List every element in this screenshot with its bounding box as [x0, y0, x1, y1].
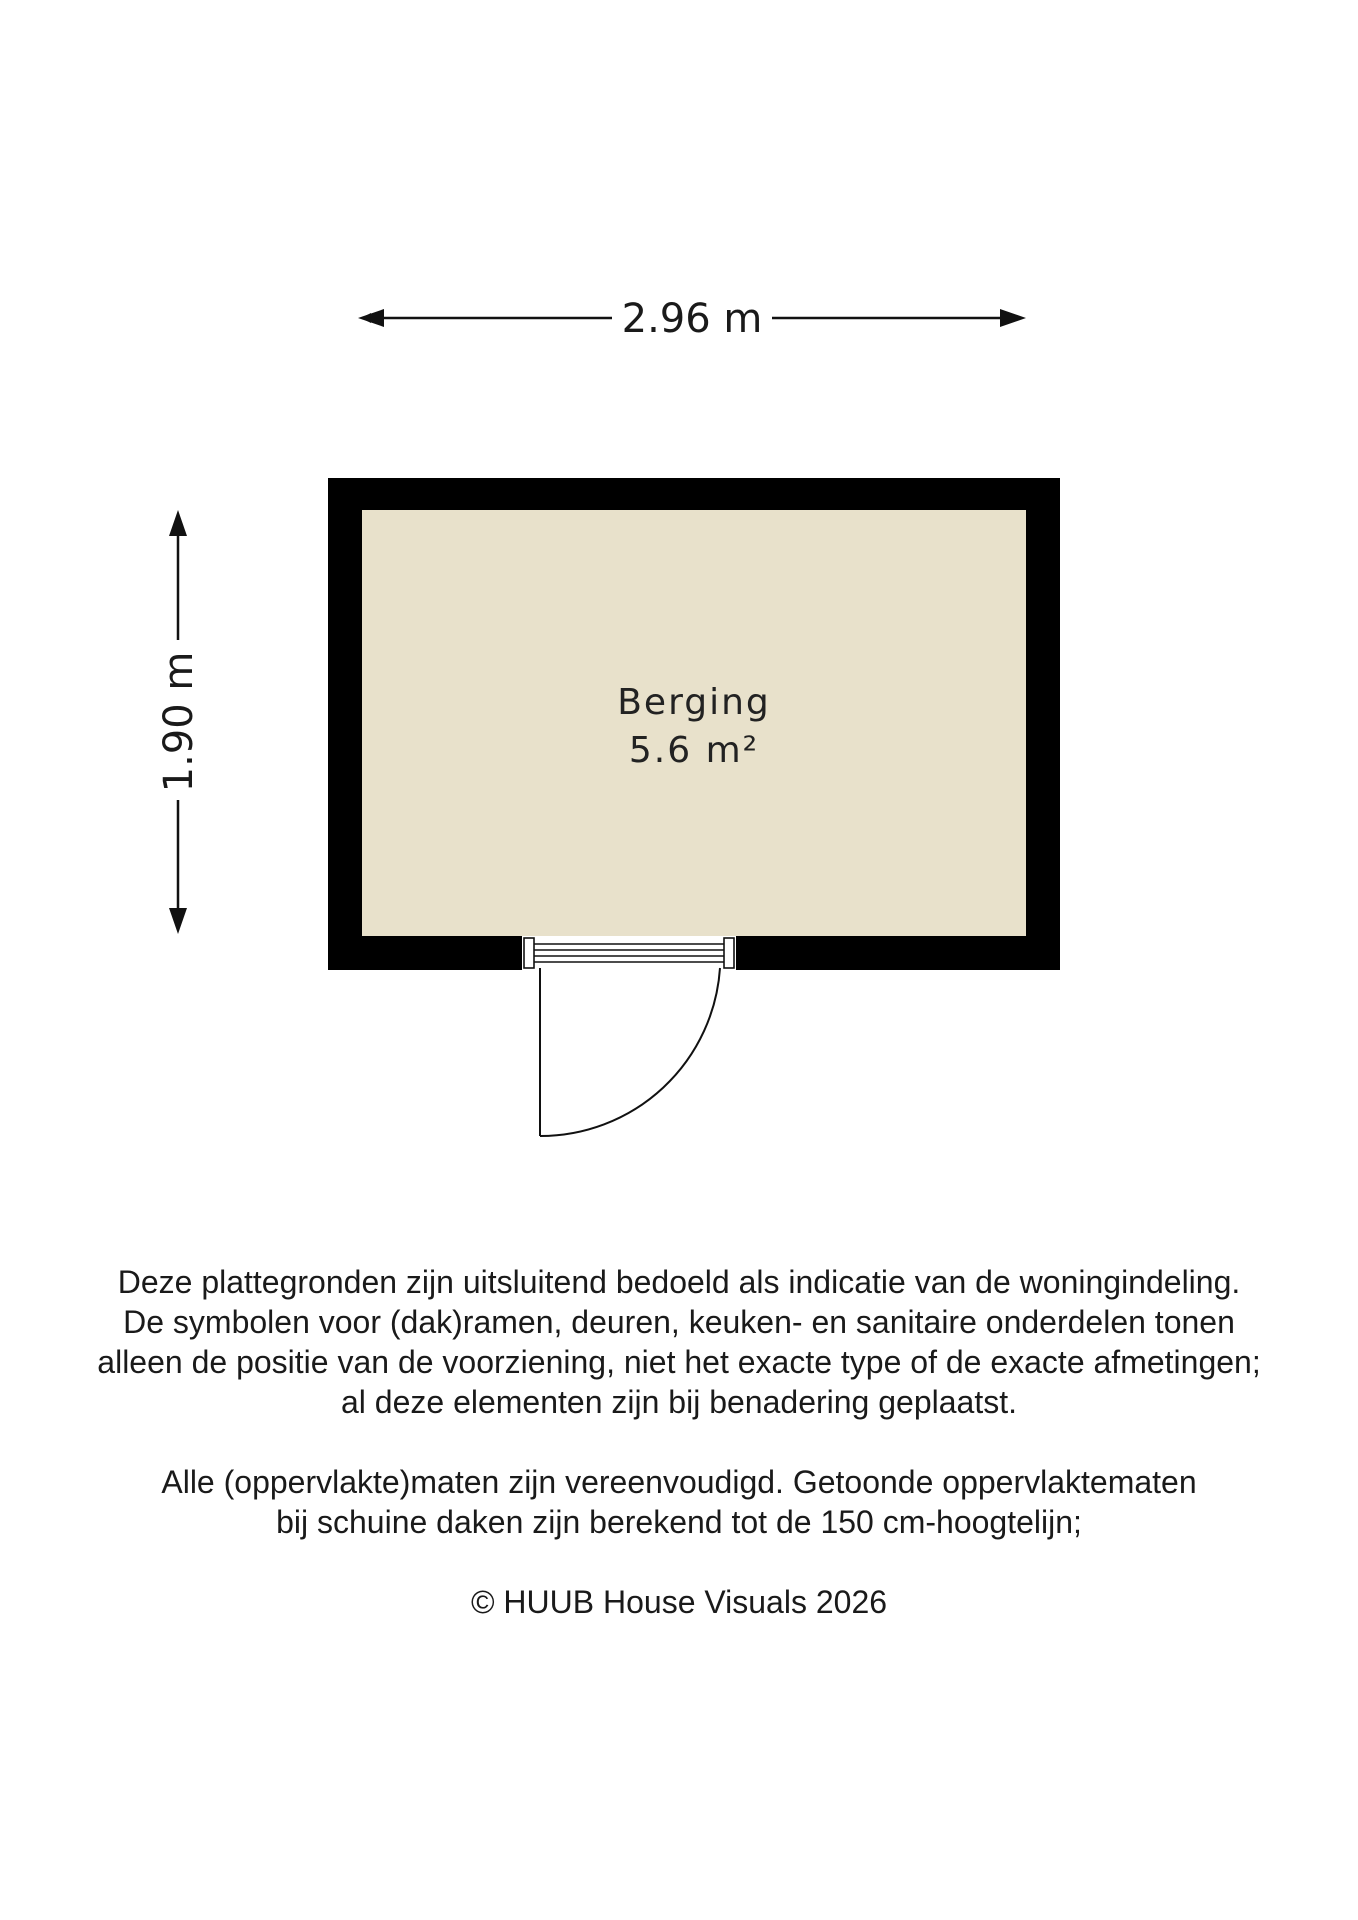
height-dimension-label: 1.90 m: [156, 651, 202, 793]
disclaimer-line: De symbolen voor (dak)ramen, deuren, keuken- en sanitaire onderdelen tonen: [123, 1304, 1235, 1340]
room-area: 5.6 m²: [628, 730, 760, 771]
width-dimension: [358, 296, 1026, 342]
disclaimer-line: Deze plattegronden zijn uitsluitend bedoeld als indicatie van de woningindeling.: [117, 1264, 1241, 1300]
door-swing-arc: [540, 968, 720, 1136]
disclaimer-line: al deze elementen zijn bij benadering geplaatst.: [340, 1384, 1017, 1420]
paragraph-gap: [0, 1422, 1358, 1462]
disclaimer-line: Alle (oppervlakte)maten zijn vereenvoudigd. Getoonde oppervlaktematen: [161, 1464, 1197, 1500]
room-floor: [362, 510, 1026, 936]
disclaimer: [0, 1262, 1358, 1622]
paragraph-gap: [0, 1542, 1358, 1582]
door-opening: [522, 936, 736, 970]
disclaimer-line: bij schuine daken zijn berekend tot de 150 cm-hoogtelijn;: [276, 1504, 1082, 1540]
arrow-left-icon: [358, 309, 384, 327]
width-dimension-label: 2.96 m: [621, 296, 763, 342]
copyright: © HUUB House Visuals 2026: [470, 1584, 888, 1620]
room-name: Berging: [617, 682, 771, 723]
arrow-up-icon: [169, 510, 187, 536]
disclaimer-line: alleen de positie van de voorziening, niet het exacte type of de exacte afmetingen;: [97, 1344, 1261, 1380]
arrow-down-icon: [169, 908, 187, 934]
room-berging: [328, 478, 1060, 1136]
height-dimension: [156, 510, 202, 934]
arrow-right-icon: [1000, 309, 1026, 327]
